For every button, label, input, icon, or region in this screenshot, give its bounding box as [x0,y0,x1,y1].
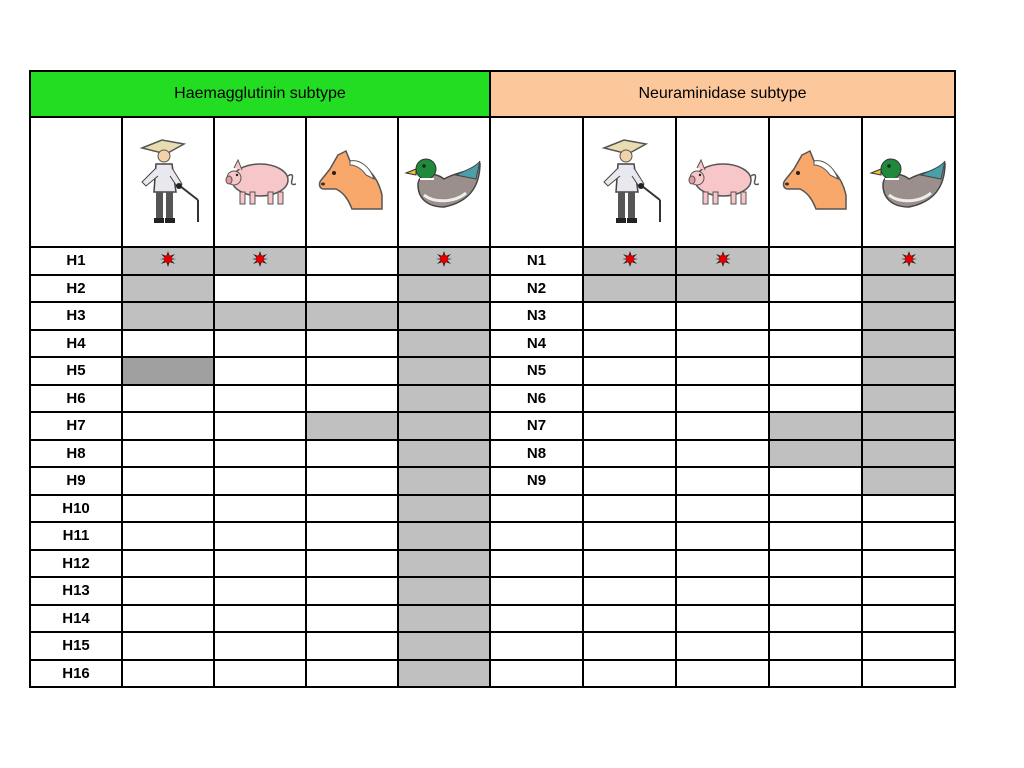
ha-host-cell-pig [214,385,306,413]
ha-host-cell-horse [306,247,398,275]
ha-host-cell-human [122,660,214,688]
ha-horse-icon [306,117,398,247]
marker-icon [252,251,268,267]
ha-host-cell-pig [214,660,306,688]
na-host-cell-horse [769,357,862,385]
ha-subtype-label: H15 [30,632,122,660]
table-row [30,550,955,578]
na-host-cell-pig [676,357,769,385]
ha-host-cell-pig [214,275,306,303]
ha-host-cell-horse [306,522,398,550]
na-host-cell-horse [769,495,862,523]
table-row [30,247,955,275]
na-subtype-label: N2 [490,275,583,303]
na-host-cell-human [583,440,676,468]
na-host-cell-duck [862,330,955,358]
ha-host-cell-horse [306,385,398,413]
ha-subtype-label: H7 [30,412,122,440]
ha-host-cell-pig [214,550,306,578]
ha-host-cell-pig [214,467,306,495]
ha-host-cell-pig [214,412,306,440]
na-host-cell-duck [862,605,955,633]
ha-subtype-label: H5 [30,357,122,385]
na-host-cell-pig [676,247,769,275]
ha-host-cell-human [122,302,214,330]
ha-host-cell-duck [398,577,490,605]
ha-host-cell-horse [306,302,398,330]
table-row [30,385,955,413]
ha-host-cell-horse [306,550,398,578]
table-row [30,632,955,660]
na-host-cell-human [583,495,676,523]
ha-host-cell-human [122,385,214,413]
na-host-cell-pig [676,660,769,688]
na-subtype-label [490,495,583,523]
ha-host-cell-horse [306,577,398,605]
na-subtype-label: N8 [490,440,583,468]
table-row [30,357,955,385]
na-host-cell-duck [862,385,955,413]
ha-host-cell-duck [398,660,490,688]
ha-host-cell-pig [214,605,306,633]
table-row [30,302,955,330]
ha-subtype-label: H12 [30,550,122,578]
ha-host-cell-duck [398,412,490,440]
ha-host-cell-human [122,440,214,468]
na-corner-cell [490,117,583,247]
na-host-cell-human [583,275,676,303]
na-host-cell-duck [862,577,955,605]
ha-subtype-label: H4 [30,330,122,358]
na-host-cell-human [583,385,676,413]
ha-host-cell-pig [214,330,306,358]
na-subtype-label: N7 [490,412,583,440]
ha-host-cell-duck [398,440,490,468]
na-host-cell-human [583,330,676,358]
ha-subtype-label: H3 [30,302,122,330]
na-host-cell-pig [676,605,769,633]
na-host-cell-horse [769,302,862,330]
na-host-cell-horse [769,412,862,440]
ha-subtype-label: H10 [30,495,122,523]
na-host-cell-horse [769,247,862,275]
ha-host-cell-duck [398,550,490,578]
ha-duck-icon [398,117,490,247]
marker-icon [901,251,917,267]
na-host-cell-pig [676,440,769,468]
neuraminidase-header: Neuraminidase subtype [490,71,955,117]
ha-human-icon [122,117,214,247]
table-row [30,522,955,550]
ha-host-cell-duck [398,357,490,385]
na-host-cell-pig [676,495,769,523]
ha-host-cell-human [122,550,214,578]
na-host-cell-duck [862,357,955,385]
ha-subtype-label: H14 [30,605,122,633]
na-host-cell-pig [676,577,769,605]
marker-icon [436,251,452,267]
ha-host-cell-horse [306,412,398,440]
na-host-cell-human [583,357,676,385]
na-subtype-label: N3 [490,302,583,330]
na-host-cell-duck [862,632,955,660]
na-host-cell-duck [862,247,955,275]
ha-host-cell-duck [398,330,490,358]
ha-host-cell-human [122,412,214,440]
ha-host-cell-pig [214,577,306,605]
ha-host-cell-human [122,275,214,303]
ha-subtype-label: H8 [30,440,122,468]
na-host-cell-duck [862,522,955,550]
ha-host-cell-duck [398,522,490,550]
na-host-cell-horse [769,385,862,413]
na-human-icon [583,117,676,247]
ha-host-cell-pig [214,440,306,468]
ha-host-cell-duck [398,275,490,303]
na-host-cell-human [583,302,676,330]
na-subtype-label: N5 [490,357,583,385]
na-subtype-label: N1 [490,247,583,275]
ha-host-cell-human [122,330,214,358]
na-host-cell-horse [769,660,862,688]
ha-subtype-label: H16 [30,660,122,688]
ha-host-cell-human [122,247,214,275]
na-host-cell-human [583,467,676,495]
na-host-cell-pig [676,275,769,303]
na-host-cell-human [583,522,676,550]
na-host-cell-horse [769,440,862,468]
ha-host-cell-horse [306,330,398,358]
table-row [30,660,955,688]
na-host-cell-horse [769,577,862,605]
ha-host-cell-pig [214,495,306,523]
ha-host-cell-horse [306,495,398,523]
ha-host-cell-pig [214,247,306,275]
na-host-cell-pig [676,632,769,660]
na-host-cell-horse [769,467,862,495]
ha-corner-cell [30,117,122,247]
ha-host-cell-duck [398,302,490,330]
table-row [30,330,955,358]
ha-host-cell-pig [214,522,306,550]
na-host-cell-horse [769,605,862,633]
na-host-cell-human [583,605,676,633]
marker-icon [160,251,176,267]
ha-pig-icon [214,117,306,247]
ha-subtype-label: H6 [30,385,122,413]
na-subtype-label: N4 [490,330,583,358]
ha-host-cell-duck [398,632,490,660]
table-row [30,605,955,633]
marker-icon [715,251,731,267]
na-host-cell-pig [676,412,769,440]
subtype-host-table [29,70,956,688]
ha-host-cell-pig [214,357,306,385]
na-host-cell-duck [862,440,955,468]
ha-host-cell-human [122,357,214,385]
na-host-cell-horse [769,632,862,660]
na-subtype-label [490,632,583,660]
ha-host-cell-horse [306,605,398,633]
na-host-cell-duck [862,412,955,440]
ha-host-cell-duck [398,385,490,413]
ha-host-cell-pig [214,302,306,330]
ha-host-cell-duck [398,605,490,633]
na-subtype-label [490,605,583,633]
na-host-cell-duck [862,550,955,578]
ha-host-cell-human [122,467,214,495]
na-subtype-label [490,522,583,550]
ha-subtype-label: H9 [30,467,122,495]
table-row [30,495,955,523]
na-host-cell-pig [676,467,769,495]
na-host-cell-horse [769,522,862,550]
ha-subtype-label: H2 [30,275,122,303]
na-subtype-label [490,660,583,688]
na-host-cell-pig [676,522,769,550]
table-row [30,577,955,605]
na-host-cell-duck [862,495,955,523]
na-subtype-label: N9 [490,467,583,495]
na-host-cell-human [583,632,676,660]
na-host-cell-human [583,660,676,688]
ha-host-cell-horse [306,357,398,385]
na-subtype-label [490,550,583,578]
ha-host-cell-human [122,632,214,660]
na-host-cell-pig [676,330,769,358]
na-host-cell-human [583,577,676,605]
na-host-cell-horse [769,330,862,358]
ha-host-cell-pig [214,632,306,660]
ha-host-cell-horse [306,467,398,495]
marker-icon [622,251,638,267]
haemagglutinin-header: Haemagglutinin subtype [30,71,490,117]
na-host-cell-duck [862,467,955,495]
na-host-cell-human [583,550,676,578]
na-subtype-label: N6 [490,385,583,413]
ha-host-cell-duck [398,467,490,495]
ha-subtype-label: H11 [30,522,122,550]
na-host-cell-pig [676,385,769,413]
ha-host-cell-horse [306,632,398,660]
na-subtype-label [490,577,583,605]
ha-host-cell-horse [306,275,398,303]
ha-host-cell-horse [306,440,398,468]
ha-subtype-label: H1 [30,247,122,275]
na-host-cell-duck [862,275,955,303]
na-horse-icon [769,117,862,247]
table-row [30,440,955,468]
ha-host-cell-human [122,522,214,550]
na-host-cell-pig [676,550,769,578]
na-host-cell-pig [676,302,769,330]
ha-host-cell-human [122,605,214,633]
na-host-cell-horse [769,275,862,303]
na-host-cell-human [583,247,676,275]
table-row [30,275,955,303]
na-host-cell-horse [769,550,862,578]
na-host-cell-duck [862,302,955,330]
na-pig-icon [676,117,769,247]
ha-subtype-label: H13 [30,577,122,605]
ha-host-cell-horse [306,660,398,688]
na-host-cell-human [583,412,676,440]
na-host-cell-duck [862,660,955,688]
table-row [30,412,955,440]
ha-host-cell-duck [398,495,490,523]
table-row [30,467,955,495]
ha-host-cell-duck [398,247,490,275]
ha-host-cell-human [122,577,214,605]
ha-host-cell-human [122,495,214,523]
na-duck-icon [862,117,955,247]
